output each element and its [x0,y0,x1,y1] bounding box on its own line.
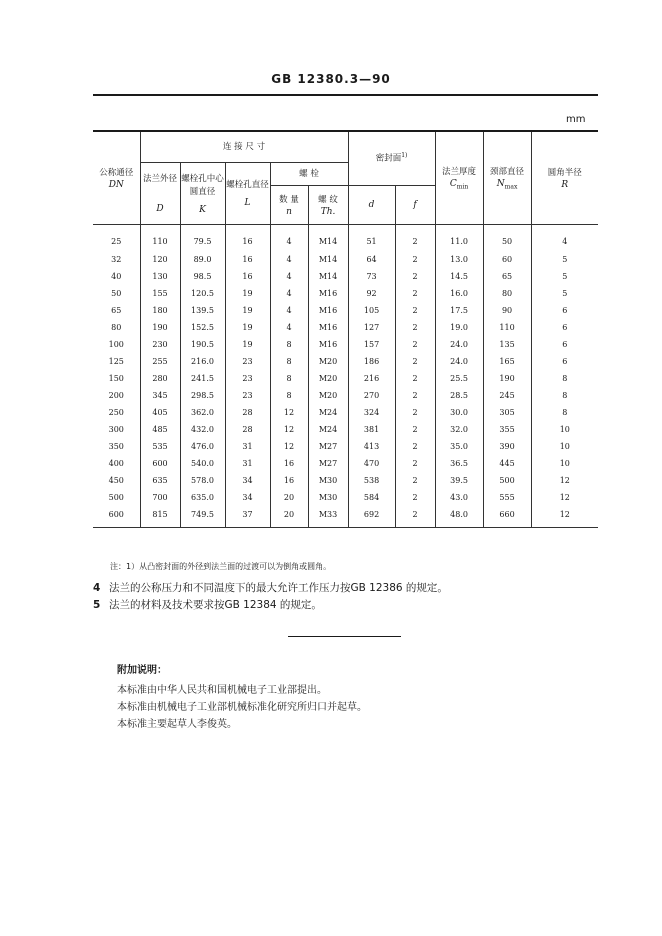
cell-bolt-thread: M27 [308,455,348,472]
cell-thickness: 35.0 [435,438,483,455]
table-row [93,251,598,268]
cell-seal-f: 2 [395,251,435,268]
cell-bolt-qty: 8 [270,387,308,404]
cell-bolt-hole: 37 [225,506,270,528]
cell-seal-d: 538 [348,472,395,489]
cell-neck: 165 [483,353,531,370]
cell-bolt-thread: M16 [308,302,348,319]
table-row [93,472,598,489]
cell-bolt-thread: M16 [308,336,348,353]
cell-bolt-qty: 8 [270,370,308,387]
section-separator [288,636,401,637]
header-connection-group: 连 接 尺 寸 [140,131,348,163]
cell-bolt-qty: 4 [270,225,308,252]
cell-bolt-hole: 19 [225,336,270,353]
cell-bolt-thread: M30 [308,472,348,489]
cell-dn: 40 [93,268,140,285]
header-neck: 颈部直径 $N_{max}$ [483,131,531,225]
cell-bolt-qty: 12 [270,438,308,455]
cell-radius: 6 [531,353,598,370]
cell-dn: 300 [93,421,140,438]
cell-bolt-thread: M14 [308,225,348,252]
cell-dn: 100 [93,336,140,353]
cell-seal-f: 2 [395,387,435,404]
cell-seal-f: 2 [395,370,435,387]
cell-bolt-hole: 16 [225,251,270,268]
header-seal-face: 密封面$^{1)}$ [348,131,435,186]
cell-radius: 12 [531,506,598,528]
cell-radius: 6 [531,302,598,319]
table-row [93,319,598,336]
header-bolt-group: 螺 栓 [270,163,348,186]
cell-thickness: 19.0 [435,319,483,336]
cell-bolt-thread: M30 [308,489,348,506]
cell-seal-d: 157 [348,336,395,353]
cell-flange-od: 485 [140,421,180,438]
cell-neck: 445 [483,455,531,472]
table-row [93,336,598,353]
cell-seal-d: 127 [348,319,395,336]
header-radius: 圆角半径 R [531,131,598,225]
cell-bolt-circle: 98.5 [180,268,225,285]
cell-bolt-hole: 19 [225,319,270,336]
cell-bolt-hole: 31 [225,455,270,472]
cell-bolt-circle: 432.0 [180,421,225,438]
cell-seal-d: 413 [348,438,395,455]
cell-flange-od: 635 [140,472,180,489]
header-flange-od: 法兰外径 D [140,163,180,225]
cell-bolt-thread: M16 [308,285,348,302]
table-row [93,285,598,302]
table-row [93,421,598,438]
cell-bolt-qty: 12 [270,404,308,421]
cell-seal-f: 2 [395,353,435,370]
cell-bolt-qty: 4 [270,302,308,319]
header-bolt-hole: 螺栓孔直径 L [225,163,270,225]
cell-flange-od: 230 [140,336,180,353]
cell-bolt-qty: 4 [270,319,308,336]
cell-neck: 500 [483,472,531,489]
cell-flange-od: 600 [140,455,180,472]
cell-flange-od: 155 [140,285,180,302]
cell-seal-d: 186 [348,353,395,370]
cell-bolt-qty: 4 [270,251,308,268]
table-row [93,302,598,319]
cell-flange-od: 405 [140,404,180,421]
cell-bolt-thread: M27 [308,438,348,455]
cell-bolt-circle: 476.0 [180,438,225,455]
table-row [93,506,598,528]
flange-dimension-table [93,130,598,528]
cell-bolt-qty: 20 [270,489,308,506]
cell-thickness: 43.0 [435,489,483,506]
cell-seal-d: 73 [348,268,395,285]
cell-bolt-circle: 540.0 [180,455,225,472]
cell-thickness: 13.0 [435,251,483,268]
cell-bolt-qty: 12 [270,421,308,438]
cell-seal-d: 64 [348,251,395,268]
cell-seal-f: 2 [395,285,435,302]
cell-bolt-circle: 749.5 [180,506,225,528]
cell-radius: 10 [531,438,598,455]
cell-neck: 555 [483,489,531,506]
cell-thickness: 48.0 [435,506,483,528]
document-header: GB 12380.3—90 [271,72,391,86]
cell-seal-d: 324 [348,404,395,421]
cell-seal-f: 2 [395,489,435,506]
cell-neck: 355 [483,421,531,438]
cell-neck: 190 [483,370,531,387]
cell-flange-od: 815 [140,506,180,528]
table-row [93,387,598,404]
cell-bolt-hole: 19 [225,302,270,319]
additional-note-line: 本标准由中华人民共和国机械电子工业部提出。 [117,685,327,696]
cell-neck: 390 [483,438,531,455]
cell-thickness: 16.0 [435,285,483,302]
cell-bolt-hole: 28 [225,404,270,421]
cell-bolt-hole: 23 [225,370,270,387]
cell-bolt-hole: 23 [225,387,270,404]
header-bolt-thread: 螺 纹 Th. [308,186,348,225]
cell-seal-f: 2 [395,438,435,455]
table-row [93,225,598,252]
cell-thickness: 39.5 [435,472,483,489]
cell-thickness: 24.0 [435,336,483,353]
cell-neck: 110 [483,319,531,336]
cell-dn: 450 [93,472,140,489]
cell-bolt-circle: 139.5 [180,302,225,319]
cell-neck: 80 [483,285,531,302]
cell-seal-f: 2 [395,225,435,252]
cell-radius: 12 [531,489,598,506]
cell-thickness: 17.5 [435,302,483,319]
cell-bolt-hole: 34 [225,489,270,506]
cell-bolt-thread: M16 [308,319,348,336]
cell-seal-f: 2 [395,506,435,528]
header-dn: 公称通径 DN [93,131,140,225]
cell-bolt-thread: M24 [308,404,348,421]
cell-bolt-thread: M20 [308,387,348,404]
cell-seal-d: 584 [348,489,395,506]
cell-bolt-hole: 16 [225,225,270,252]
cell-bolt-circle: 298.5 [180,387,225,404]
cell-seal-f: 2 [395,302,435,319]
cell-seal-f: 2 [395,421,435,438]
cell-dn: 400 [93,455,140,472]
cell-seal-d: 381 [348,421,395,438]
cell-bolt-hole: 34 [225,472,270,489]
cell-bolt-hole: 19 [225,285,270,302]
cell-neck: 60 [483,251,531,268]
table-footnote: 注：1）从凸密封面的外径到法兰面的过渡可以为倒角或圆角。 [110,562,332,571]
cell-radius: 4 [531,225,598,252]
table-row [93,489,598,506]
cell-seal-f: 2 [395,319,435,336]
cell-dn: 250 [93,404,140,421]
cell-bolt-circle: 190.5 [180,336,225,353]
cell-radius: 10 [531,421,598,438]
cell-flange-od: 190 [140,319,180,336]
cell-bolt-thread: M33 [308,506,348,528]
cell-flange-od: 130 [140,268,180,285]
unit-label: mm [566,114,586,125]
cell-flange-od: 255 [140,353,180,370]
cell-flange-od: 535 [140,438,180,455]
cell-radius: 8 [531,404,598,421]
cell-bolt-circle: 120.5 [180,285,225,302]
cell-radius: 10 [531,455,598,472]
cell-neck: 305 [483,404,531,421]
cell-radius: 8 [531,387,598,404]
cell-bolt-circle: 79.5 [180,225,225,252]
cell-flange-od: 110 [140,225,180,252]
cell-radius: 6 [531,319,598,336]
cell-seal-f: 2 [395,455,435,472]
cell-bolt-qty: 16 [270,472,308,489]
cell-seal-f: 2 [395,268,435,285]
cell-seal-d: 216 [348,370,395,387]
cell-bolt-circle: 578.0 [180,472,225,489]
cell-bolt-thread: M20 [308,370,348,387]
cell-bolt-thread: M14 [308,268,348,285]
cell-flange-od: 345 [140,387,180,404]
clause-4: 4 法兰的公称压力和不同温度下的最大允许工作压力按GB 12386 的规定。 [93,582,448,594]
cell-dn: 32 [93,251,140,268]
cell-bolt-circle: 241.5 [180,370,225,387]
cell-neck: 90 [483,302,531,319]
cell-thickness: 36.5 [435,455,483,472]
cell-radius: 6 [531,336,598,353]
cell-bolt-hole: 23 [225,353,270,370]
cell-seal-d: 92 [348,285,395,302]
cell-bolt-circle: 362.0 [180,404,225,421]
cell-thickness: 24.0 [435,353,483,370]
table-row [93,268,598,285]
cell-dn: 350 [93,438,140,455]
cell-dn: 500 [93,489,140,506]
header-seal-d: d [348,186,395,225]
cell-radius: 12 [531,472,598,489]
clause-5: 5 法兰的材料及技术要求按GB 12384 的规定。 [93,599,322,611]
cell-neck: 135 [483,336,531,353]
cell-bolt-hole: 31 [225,438,270,455]
cell-bolt-thread: M24 [308,421,348,438]
table-row [93,370,598,387]
cell-dn: 25 [93,225,140,252]
cell-radius: 5 [531,285,598,302]
cell-seal-f: 2 [395,404,435,421]
cell-dn: 150 [93,370,140,387]
cell-seal-d: 51 [348,225,395,252]
cell-neck: 245 [483,387,531,404]
cell-seal-d: 692 [348,506,395,528]
table-row [93,353,598,370]
cell-bolt-hole: 16 [225,268,270,285]
cell-thickness: 11.0 [435,225,483,252]
cell-flange-od: 180 [140,302,180,319]
cell-bolt-circle: 89.0 [180,251,225,268]
cell-seal-d: 470 [348,455,395,472]
cell-thickness: 30.0 [435,404,483,421]
cell-flange-od: 280 [140,370,180,387]
cell-dn: 125 [93,353,140,370]
cell-radius: 8 [531,370,598,387]
table-body [93,225,598,528]
cell-bolt-qty: 8 [270,336,308,353]
cell-thickness: 28.5 [435,387,483,404]
cell-thickness: 25.5 [435,370,483,387]
cell-seal-f: 2 [395,336,435,353]
cell-bolt-qty: 20 [270,506,308,528]
cell-neck: 50 [483,225,531,252]
cell-seal-f: 2 [395,472,435,489]
additional-note-line: 本标准主要起草人李俊英。 [117,719,237,730]
header-bolt-circle: 螺栓孔中心圆直径 K [180,163,225,225]
cell-bolt-qty: 4 [270,285,308,302]
table-row [93,455,598,472]
header-thickness: 法兰厚度 $C_{min}$ [435,131,483,225]
cell-dn: 200 [93,387,140,404]
cell-radius: 5 [531,251,598,268]
cell-flange-od: 700 [140,489,180,506]
cell-bolt-circle: 216.0 [180,353,225,370]
cell-dn: 80 [93,319,140,336]
cell-bolt-qty: 16 [270,455,308,472]
cell-seal-d: 105 [348,302,395,319]
cell-bolt-qty: 4 [270,268,308,285]
cell-dn: 50 [93,285,140,302]
cell-thickness: 32.0 [435,421,483,438]
table-row [93,438,598,455]
table-row [93,404,598,421]
cell-dn: 65 [93,302,140,319]
cell-bolt-qty: 8 [270,353,308,370]
cell-neck: 65 [483,268,531,285]
cell-dn: 600 [93,506,140,528]
cell-bolt-thread: M20 [308,353,348,370]
cell-bolt-circle: 635.0 [180,489,225,506]
cell-bolt-hole: 28 [225,421,270,438]
header-rule [93,94,598,96]
cell-flange-od: 120 [140,251,180,268]
cell-seal-d: 270 [348,387,395,404]
cell-radius: 5 [531,268,598,285]
cell-thickness: 14.5 [435,268,483,285]
additional-note-line: 本标准由机械电子工业部机械标准化研究所归口并起草。 [117,702,367,713]
header-bolt-qty: 数 量 n [270,186,308,225]
header-seal-f: f [395,186,435,225]
cell-bolt-thread: M14 [308,251,348,268]
cell-neck: 660 [483,506,531,528]
cell-bolt-circle: 152.5 [180,319,225,336]
additional-notes-title: 附加说明： [117,665,167,676]
